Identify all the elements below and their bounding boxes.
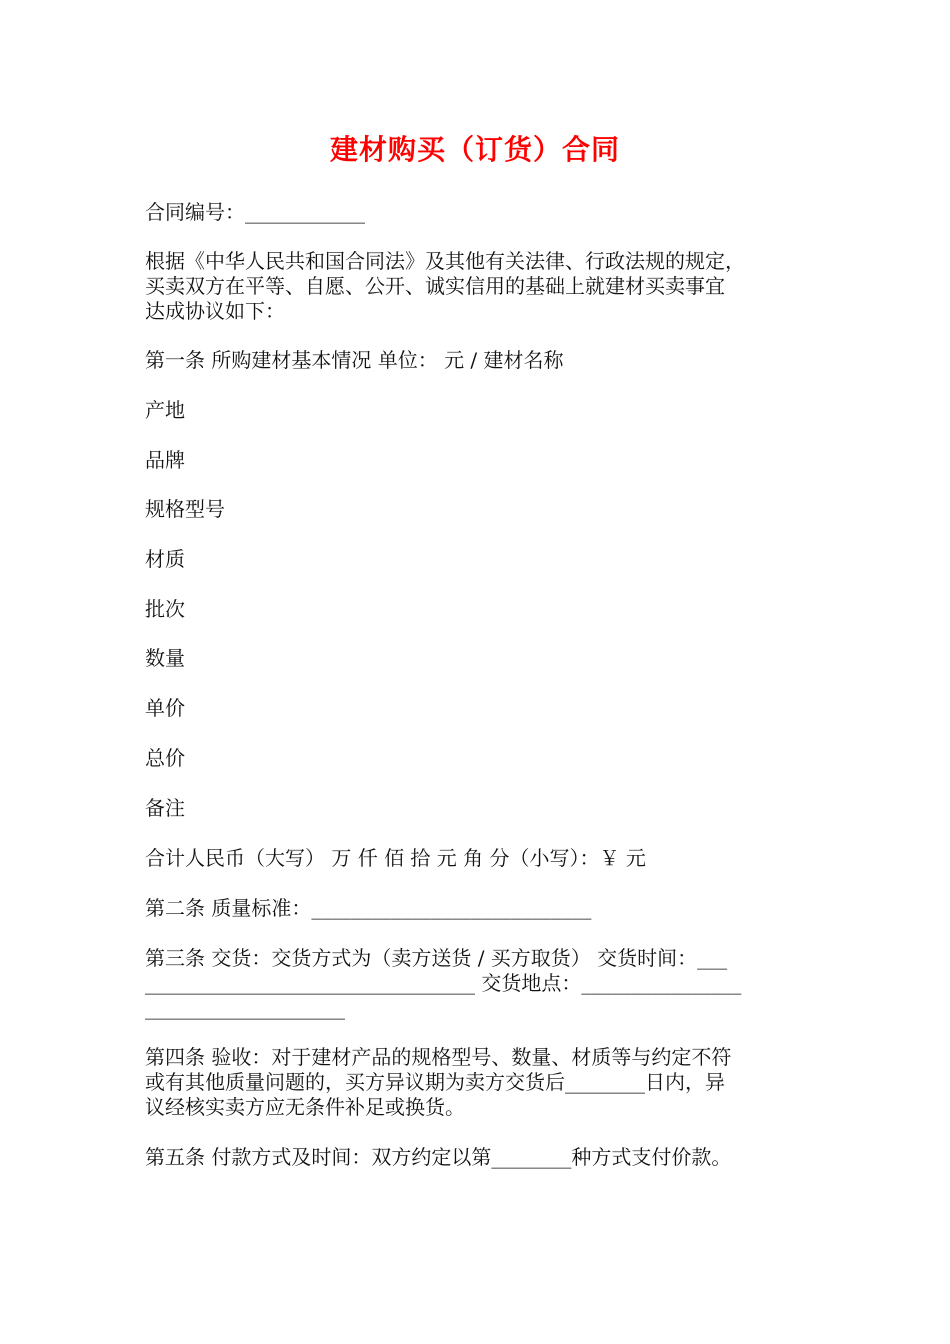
article-1: 第一条 所购建材基本情况 单位： 元 / 建材名称 (145, 348, 564, 372)
article-5: 第五条 付款方式及时间：双方约定以第________种方式支付价款。 (145, 1145, 732, 1169)
field-quantity: 数量 (145, 646, 185, 670)
intro-line-3: 达成协议如下： (145, 299, 285, 323)
field-material: 材质 (145, 547, 185, 571)
contract-number: 合同编号：____________ (145, 200, 365, 224)
article-3-line-2: _________________________________ 交货地点：________________ (145, 971, 742, 995)
field-spec-model: 规格型号 (145, 497, 225, 521)
document-title: 建材购买（订货）合同 (329, 133, 620, 166)
article-4-line-1: 第四条 验收：对于建材产品的规格型号、数量、材质等与约定不符 (145, 1045, 732, 1069)
intro-line-1: 根据《中华人民共和国合同法》及其他有关法律、行政法规的规定， (145, 249, 745, 273)
field-brand: 品牌 (145, 448, 185, 472)
field-batch: 批次 (145, 597, 185, 621)
article-3-line-3: ____________________ (145, 996, 345, 1020)
article-4-line-3: 议经核实卖方应无条件补足或换货。 (145, 1095, 465, 1119)
field-remarks: 备注 (145, 796, 185, 820)
article-4-line-2: 或有其他质量问题的，买方异议期为卖方交货后________日内，异 (145, 1070, 725, 1094)
field-unit-price: 单价 (145, 696, 185, 720)
field-total-price: 总价 (145, 746, 185, 770)
article-3-line-1: 第三条 交货：交货方式为（卖方送货 / 买方取货） 交货时间：___ (145, 946, 728, 970)
total-amount-line: 合计人民币（大写） 万 仟 佰 拾 元 角 分（小写）：￥ 元 (145, 846, 646, 870)
field-origin: 产地 (145, 398, 185, 422)
article-2: 第二条 质量标准：____________________________ (145, 896, 592, 920)
intro-line-2: 买卖双方在平等、自愿、公开、诚实信用的基础上就建材买卖事宜 (145, 274, 725, 298)
